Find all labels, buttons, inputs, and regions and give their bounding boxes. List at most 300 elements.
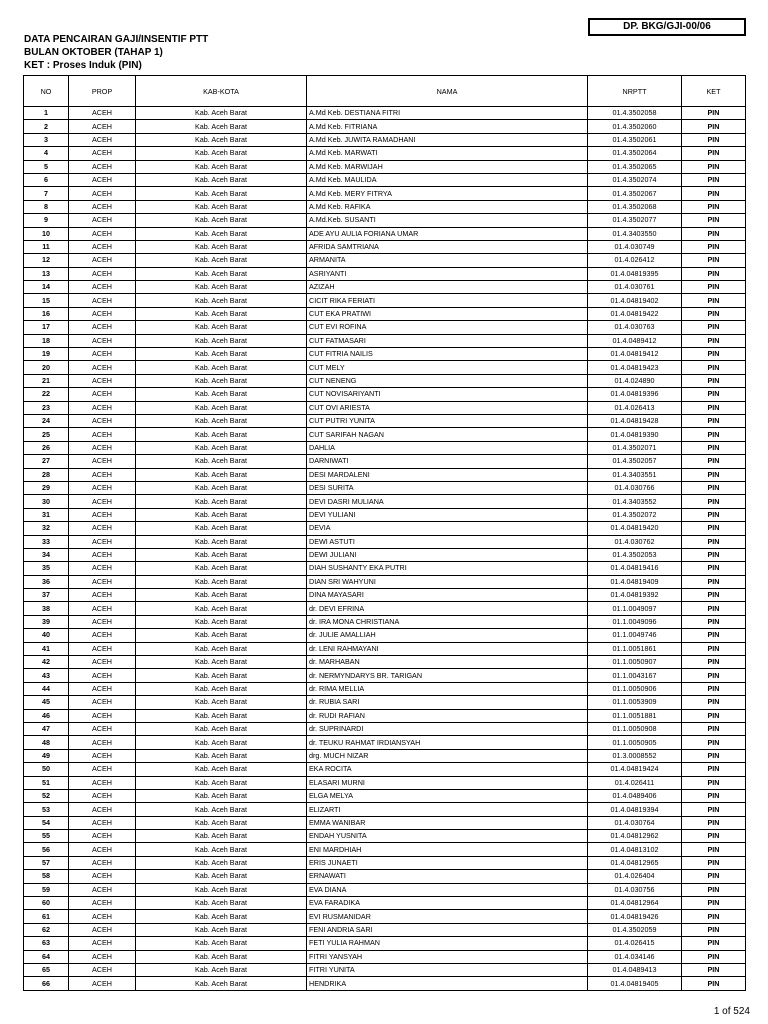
table-row <box>24 923 746 936</box>
cell-kab-kota: Kab. Aceh Barat <box>136 870 307 883</box>
table-row <box>24 187 746 200</box>
cell-ket: PIN <box>682 388 746 401</box>
table-row <box>24 107 746 120</box>
cell-prop: ACEH <box>69 870 136 883</box>
table-row <box>24 214 746 227</box>
cell-no: 41 <box>24 642 69 655</box>
column-header-nrptt: NRPTT <box>588 76 682 107</box>
cell-kab-kota: Kab. Aceh Barat <box>136 977 307 990</box>
table-row <box>24 736 746 749</box>
cell-prop: ACEH <box>69 133 136 146</box>
cell-ket: PIN <box>682 281 746 294</box>
cell-nrptt: 01.4.0489413 <box>588 964 682 977</box>
cell-prop: ACEH <box>69 441 136 454</box>
cell-prop: ACEH <box>69 856 136 869</box>
table-row <box>24 160 746 173</box>
cell-prop: ACEH <box>69 414 136 427</box>
cell-prop: ACEH <box>69 964 136 977</box>
cell-kab-kota: Kab. Aceh Barat <box>136 173 307 186</box>
cell-kab-kota: Kab. Aceh Barat <box>136 843 307 856</box>
page-title: DATA PENCAIRAN GAJI/INSENTIF PTT <box>24 34 209 45</box>
cell-nama: CUT MELY <box>307 361 588 374</box>
cell-nrptt: 01.4.026411 <box>588 776 682 789</box>
cell-ket: PIN <box>682 682 746 695</box>
cell-ket: PIN <box>682 227 746 240</box>
cell-kab-kota: Kab. Aceh Barat <box>136 656 307 669</box>
table-row <box>24 522 746 535</box>
cell-prop: ACEH <box>69 977 136 990</box>
table-row <box>24 441 746 454</box>
cell-prop: ACEH <box>69 107 136 120</box>
cell-nama: DAHLIA <box>307 441 588 454</box>
cell-kab-kota: Kab. Aceh Barat <box>136 321 307 334</box>
cell-nama: DINA MAYASARI <box>307 589 588 602</box>
cell-ket: PIN <box>682 656 746 669</box>
table-row <box>24 803 746 816</box>
cell-kab-kota: Kab. Aceh Barat <box>136 334 307 347</box>
table-row <box>24 749 746 762</box>
process-note: KET : Proses Induk (PIN) <box>24 60 142 71</box>
cell-ket: PIN <box>682 602 746 615</box>
cell-no: 52 <box>24 789 69 802</box>
cell-ket: PIN <box>682 696 746 709</box>
column-header-prop: PROP <box>69 76 136 107</box>
table-row <box>24 789 746 802</box>
cell-no: 58 <box>24 870 69 883</box>
cell-no: 60 <box>24 897 69 910</box>
cell-no: 13 <box>24 267 69 280</box>
cell-nrptt: 01.4.034146 <box>588 950 682 963</box>
cell-no: 62 <box>24 923 69 936</box>
table-row <box>24 361 746 374</box>
cell-nama: CUT SARIFAH NAGAN <box>307 428 588 441</box>
cell-nama: dr. RUDI RAFIAN <box>307 709 588 722</box>
cell-prop: ACEH <box>69 629 136 642</box>
cell-nama: CUT NOVISARIYANTI <box>307 388 588 401</box>
cell-ket: PIN <box>682 562 746 575</box>
table-row <box>24 602 746 615</box>
cell-prop: ACEH <box>69 776 136 789</box>
cell-nama: ASRIYANTI <box>307 267 588 280</box>
cell-no: 34 <box>24 548 69 561</box>
cell-nama: A.Md Keb. MARWIJAH <box>307 160 588 173</box>
cell-nrptt: 01.4.04819409 <box>588 575 682 588</box>
cell-prop: ACEH <box>69 522 136 535</box>
cell-ket: PIN <box>682 642 746 655</box>
cell-no: 17 <box>24 321 69 334</box>
table-row <box>24 281 746 294</box>
cell-nrptt: 01.4.026404 <box>588 870 682 883</box>
cell-ket: PIN <box>682 348 746 361</box>
cell-nrptt: 01.4.04819420 <box>588 522 682 535</box>
cell-ket: PIN <box>682 736 746 749</box>
table-row <box>24 495 746 508</box>
cell-nama: EKA ROCITA <box>307 763 588 776</box>
cell-nrptt: 01.4.04819392 <box>588 589 682 602</box>
cell-prop: ACEH <box>69 348 136 361</box>
cell-kab-kota: Kab. Aceh Barat <box>136 361 307 374</box>
cell-prop: ACEH <box>69 830 136 843</box>
cell-no: 42 <box>24 656 69 669</box>
cell-ket: PIN <box>682 749 746 762</box>
cell-kab-kota: Kab. Aceh Barat <box>136 830 307 843</box>
table-row <box>24 508 746 521</box>
cell-kab-kota: Kab. Aceh Barat <box>136 950 307 963</box>
cell-nama: FITRI YUNITA <box>307 964 588 977</box>
cell-kab-kota: Kab. Aceh Barat <box>136 722 307 735</box>
cell-nrptt: 01.4.3502065 <box>588 160 682 173</box>
cell-nama: DESI SURITA <box>307 481 588 494</box>
cell-nrptt: 01.4.3502072 <box>588 508 682 521</box>
cell-prop: ACEH <box>69 803 136 816</box>
cell-prop: ACEH <box>69 575 136 588</box>
page-indicator: 1 of 524 <box>713 1006 750 1017</box>
cell-no: 21 <box>24 374 69 387</box>
cell-ket: PIN <box>682 830 746 843</box>
cell-ket: PIN <box>682 722 746 735</box>
cell-nama: ELGA MELYA <box>307 789 588 802</box>
cell-nama: CUT FITRIA NAILIS <box>307 348 588 361</box>
cell-no: 26 <box>24 441 69 454</box>
cell-nama: DESI MARDALENI <box>307 468 588 481</box>
cell-kab-kota: Kab. Aceh Barat <box>136 160 307 173</box>
cell-kab-kota: Kab. Aceh Barat <box>136 937 307 950</box>
cell-no: 39 <box>24 615 69 628</box>
cell-ket: PIN <box>682 803 746 816</box>
table-row <box>24 910 746 923</box>
cell-ket: PIN <box>682 200 746 213</box>
cell-no: 66 <box>24 977 69 990</box>
table-row <box>24 321 746 334</box>
cell-prop: ACEH <box>69 281 136 294</box>
cell-kab-kota: Kab. Aceh Barat <box>136 749 307 762</box>
cell-ket: PIN <box>682 776 746 789</box>
cell-nrptt: 01.4.3502053 <box>588 548 682 561</box>
cell-kab-kota: Kab. Aceh Barat <box>136 642 307 655</box>
cell-nama: dr. SUPRINARDI <box>307 722 588 735</box>
cell-prop: ACEH <box>69 763 136 776</box>
table-row <box>24 950 746 963</box>
cell-prop: ACEH <box>69 334 136 347</box>
cell-prop: ACEH <box>69 227 136 240</box>
cell-prop: ACEH <box>69 696 136 709</box>
cell-nama: ERIS JUNAETI <box>307 856 588 869</box>
cell-ket: PIN <box>682 589 746 602</box>
cell-nama: FETI YULIA RAHMAN <box>307 937 588 950</box>
table-row <box>24 133 746 146</box>
cell-kab-kota: Kab. Aceh Barat <box>136 200 307 213</box>
table-row <box>24 307 746 320</box>
table-row <box>24 763 746 776</box>
cell-nama: EVI RUSMANIDAR <box>307 910 588 923</box>
cell-nrptt: 01.4.026415 <box>588 937 682 950</box>
cell-nrptt: 01.4.04819405 <box>588 977 682 990</box>
table-row <box>24 964 746 977</box>
cell-no: 47 <box>24 722 69 735</box>
cell-prop: ACEH <box>69 160 136 173</box>
table-row <box>24 294 746 307</box>
cell-ket: PIN <box>682 763 746 776</box>
cell-nrptt: 01.4.0489412 <box>588 334 682 347</box>
cell-prop: ACEH <box>69 428 136 441</box>
cell-prop: ACEH <box>69 843 136 856</box>
cell-prop: ACEH <box>69 214 136 227</box>
cell-nama: dr. IRA MONA CHRISTIANA <box>307 615 588 628</box>
cell-no: 55 <box>24 830 69 843</box>
cell-no: 16 <box>24 307 69 320</box>
cell-kab-kota: Kab. Aceh Barat <box>136 615 307 628</box>
cell-no: 61 <box>24 910 69 923</box>
cell-kab-kota: Kab. Aceh Barat <box>136 227 307 240</box>
column-header-ket: KET <box>682 76 746 107</box>
table-row <box>24 401 746 414</box>
cell-ket: PIN <box>682 267 746 280</box>
cell-no: 10 <box>24 227 69 240</box>
cell-ket: PIN <box>682 321 746 334</box>
cell-kab-kota: Kab. Aceh Barat <box>136 736 307 749</box>
cell-nrptt: 01.4.3403550 <box>588 227 682 240</box>
cell-ket: PIN <box>682 481 746 494</box>
cell-ket: PIN <box>682 294 746 307</box>
cell-no: 63 <box>24 937 69 950</box>
cell-prop: ACEH <box>69 656 136 669</box>
cell-kab-kota: Kab. Aceh Barat <box>136 214 307 227</box>
cell-nrptt: 01.4.030756 <box>588 883 682 896</box>
cell-ket: PIN <box>682 897 746 910</box>
cell-prop: ACEH <box>69 200 136 213</box>
table-row <box>24 227 746 240</box>
cell-ket: PIN <box>682 120 746 133</box>
cell-prop: ACEH <box>69 816 136 829</box>
cell-nrptt: 01.3.0008552 <box>588 749 682 762</box>
cell-kab-kota: Kab. Aceh Barat <box>136 107 307 120</box>
cell-kab-kota: Kab. Aceh Barat <box>136 147 307 160</box>
table-row <box>24 254 746 267</box>
cell-kab-kota: Kab. Aceh Barat <box>136 776 307 789</box>
cell-kab-kota: Kab. Aceh Barat <box>136 481 307 494</box>
cell-nrptt: 01.4.04819402 <box>588 294 682 307</box>
cell-prop: ACEH <box>69 722 136 735</box>
cell-no: 29 <box>24 481 69 494</box>
cell-no: 50 <box>24 763 69 776</box>
cell-nama: dr. TEUKU RAHMAT IRDIANSYAH <box>307 736 588 749</box>
cell-nrptt: 01.4.030762 <box>588 535 682 548</box>
cell-ket: PIN <box>682 147 746 160</box>
cell-kab-kota: Kab. Aceh Barat <box>136 133 307 146</box>
cell-kab-kota: Kab. Aceh Barat <box>136 307 307 320</box>
cell-prop: ACEH <box>69 950 136 963</box>
cell-no: 3 <box>24 133 69 146</box>
cell-nrptt: 01.4.3502061 <box>588 133 682 146</box>
cell-no: 51 <box>24 776 69 789</box>
table-row <box>24 669 746 682</box>
table-row <box>24 696 746 709</box>
cell-prop: ACEH <box>69 709 136 722</box>
cell-ket: PIN <box>682 977 746 990</box>
cell-ket: PIN <box>682 816 746 829</box>
table-row <box>24 468 746 481</box>
cell-no: 15 <box>24 294 69 307</box>
cell-no: 56 <box>24 843 69 856</box>
cell-prop: ACEH <box>69 508 136 521</box>
table-row <box>24 856 746 869</box>
cell-nama: dr. JULIE AMALLIAH <box>307 629 588 642</box>
cell-ket: PIN <box>682 575 746 588</box>
cell-kab-kota: Kab. Aceh Barat <box>136 816 307 829</box>
cell-prop: ACEH <box>69 789 136 802</box>
table-row <box>24 562 746 575</box>
cell-nama: DEVI DASRI MULIANA <box>307 495 588 508</box>
cell-nama: CICIT RIKA FERIATI <box>307 294 588 307</box>
cell-prop: ACEH <box>69 535 136 548</box>
cell-nama: ARMANITA <box>307 254 588 267</box>
cell-kab-kota: Kab. Aceh Barat <box>136 629 307 642</box>
cell-no: 22 <box>24 388 69 401</box>
cell-nama: A.Md Keb. MERY FITRYA <box>307 187 588 200</box>
cell-nrptt: 01.4.04819394 <box>588 803 682 816</box>
column-header-kab-kota: KAB-KOTA <box>136 76 307 107</box>
cell-nama: dr. NERMYNDARYS BR. TARIGAN <box>307 669 588 682</box>
cell-ket: PIN <box>682 187 746 200</box>
cell-nrptt: 01.4.024890 <box>588 374 682 387</box>
cell-no: 11 <box>24 240 69 253</box>
cell-nama: HENDRIKA <box>307 977 588 990</box>
cell-nrptt: 01.1.0051861 <box>588 642 682 655</box>
cell-no: 25 <box>24 428 69 441</box>
cell-nrptt: 01.4.3502077 <box>588 214 682 227</box>
table-row <box>24 374 746 387</box>
cell-no: 65 <box>24 964 69 977</box>
cell-kab-kota: Kab. Aceh Barat <box>136 535 307 548</box>
cell-prop: ACEH <box>69 923 136 936</box>
cell-kab-kota: Kab. Aceh Barat <box>136 763 307 776</box>
cell-no: 38 <box>24 602 69 615</box>
cell-kab-kota: Kab. Aceh Barat <box>136 294 307 307</box>
cell-ket: PIN <box>682 455 746 468</box>
cell-prop: ACEH <box>69 147 136 160</box>
cell-kab-kota: Kab. Aceh Barat <box>136 883 307 896</box>
cell-nama: ADE AYU AULIA FORIANA UMAR <box>307 227 588 240</box>
cell-no: 64 <box>24 950 69 963</box>
cell-ket: PIN <box>682 401 746 414</box>
cell-nama: dr. RUBIA SARI <box>307 696 588 709</box>
cell-ket: PIN <box>682 789 746 802</box>
cell-nama: A.Md Keb. JUWITA RAMADHANI <box>307 133 588 146</box>
cell-ket: PIN <box>682 173 746 186</box>
table-row <box>24 937 746 950</box>
cell-no: 4 <box>24 147 69 160</box>
table-row <box>24 589 746 602</box>
cell-kab-kota: Kab. Aceh Barat <box>136 682 307 695</box>
cell-prop: ACEH <box>69 187 136 200</box>
cell-prop: ACEH <box>69 562 136 575</box>
cell-prop: ACEH <box>69 173 136 186</box>
cell-nama: dr. MARHABAN <box>307 656 588 669</box>
cell-nama: A.Md Keb. MAULIDA <box>307 173 588 186</box>
cell-no: 37 <box>24 589 69 602</box>
cell-nama: ELASARI MURNI <box>307 776 588 789</box>
cell-nama: A.Md Keb. MARWATI <box>307 147 588 160</box>
cell-no: 48 <box>24 736 69 749</box>
cell-nama: CUT EVI ROFINA <box>307 321 588 334</box>
table-row <box>24 388 746 401</box>
cell-kab-kota: Kab. Aceh Barat <box>136 455 307 468</box>
cell-nrptt: 01.4.030749 <box>588 240 682 253</box>
cell-no: 59 <box>24 883 69 896</box>
cell-nrptt: 01.4.04819412 <box>588 348 682 361</box>
cell-kab-kota: Kab. Aceh Barat <box>136 388 307 401</box>
cell-nama: dr. RIMA MELLIA <box>307 682 588 695</box>
cell-prop: ACEH <box>69 910 136 923</box>
cell-nama: AFRIDA SAMTRIANA <box>307 240 588 253</box>
table-row <box>24 147 746 160</box>
cell-prop: ACEH <box>69 294 136 307</box>
cell-kab-kota: Kab. Aceh Barat <box>136 923 307 936</box>
cell-nrptt: 01.4.04813102 <box>588 843 682 856</box>
cell-prop: ACEH <box>69 897 136 910</box>
cell-prop: ACEH <box>69 307 136 320</box>
table-row <box>24 428 746 441</box>
cell-nama: DIAN SRI WAHYUNI <box>307 575 588 588</box>
cell-no: 24 <box>24 414 69 427</box>
cell-prop: ACEH <box>69 481 136 494</box>
cell-nrptt: 01.4.04819423 <box>588 361 682 374</box>
cell-nama: DARNIWATI <box>307 455 588 468</box>
cell-prop: ACEH <box>69 937 136 950</box>
cell-ket: PIN <box>682 361 746 374</box>
cell-no: 46 <box>24 709 69 722</box>
cell-no: 35 <box>24 562 69 575</box>
cell-nama: CUT OVI ARIESTA <box>307 401 588 414</box>
cell-no: 12 <box>24 254 69 267</box>
cell-nrptt: 01.1.0049097 <box>588 602 682 615</box>
cell-kab-kota: Kab. Aceh Barat <box>136 897 307 910</box>
cell-ket: PIN <box>682 441 746 454</box>
cell-no: 54 <box>24 816 69 829</box>
cell-nrptt: 01.1.0043167 <box>588 669 682 682</box>
cell-ket: PIN <box>682 214 746 227</box>
cell-no: 7 <box>24 187 69 200</box>
cell-nrptt: 01.4.026413 <box>588 401 682 414</box>
cell-kab-kota: Kab. Aceh Barat <box>136 281 307 294</box>
cell-prop: ACEH <box>69 468 136 481</box>
cell-prop: ACEH <box>69 602 136 615</box>
cell-ket: PIN <box>682 508 746 521</box>
cell-kab-kota: Kab. Aceh Barat <box>136 803 307 816</box>
table-row <box>24 870 746 883</box>
cell-prop: ACEH <box>69 321 136 334</box>
cell-ket: PIN <box>682 964 746 977</box>
table-row <box>24 615 746 628</box>
cell-nama: CUT FATMASARI <box>307 334 588 347</box>
cell-nama: DEVIA <box>307 522 588 535</box>
cell-no: 44 <box>24 682 69 695</box>
cell-no: 53 <box>24 803 69 816</box>
cell-no: 23 <box>24 401 69 414</box>
cell-no: 19 <box>24 348 69 361</box>
table-row <box>24 481 746 494</box>
cell-prop: ACEH <box>69 548 136 561</box>
table-row <box>24 830 746 843</box>
table-row <box>24 267 746 280</box>
cell-ket: PIN <box>682 843 746 856</box>
cell-prop: ACEH <box>69 361 136 374</box>
cell-ket: PIN <box>682 669 746 682</box>
table-row <box>24 240 746 253</box>
cell-ket: PIN <box>682 870 746 883</box>
cell-no: 9 <box>24 214 69 227</box>
table-row <box>24 334 746 347</box>
